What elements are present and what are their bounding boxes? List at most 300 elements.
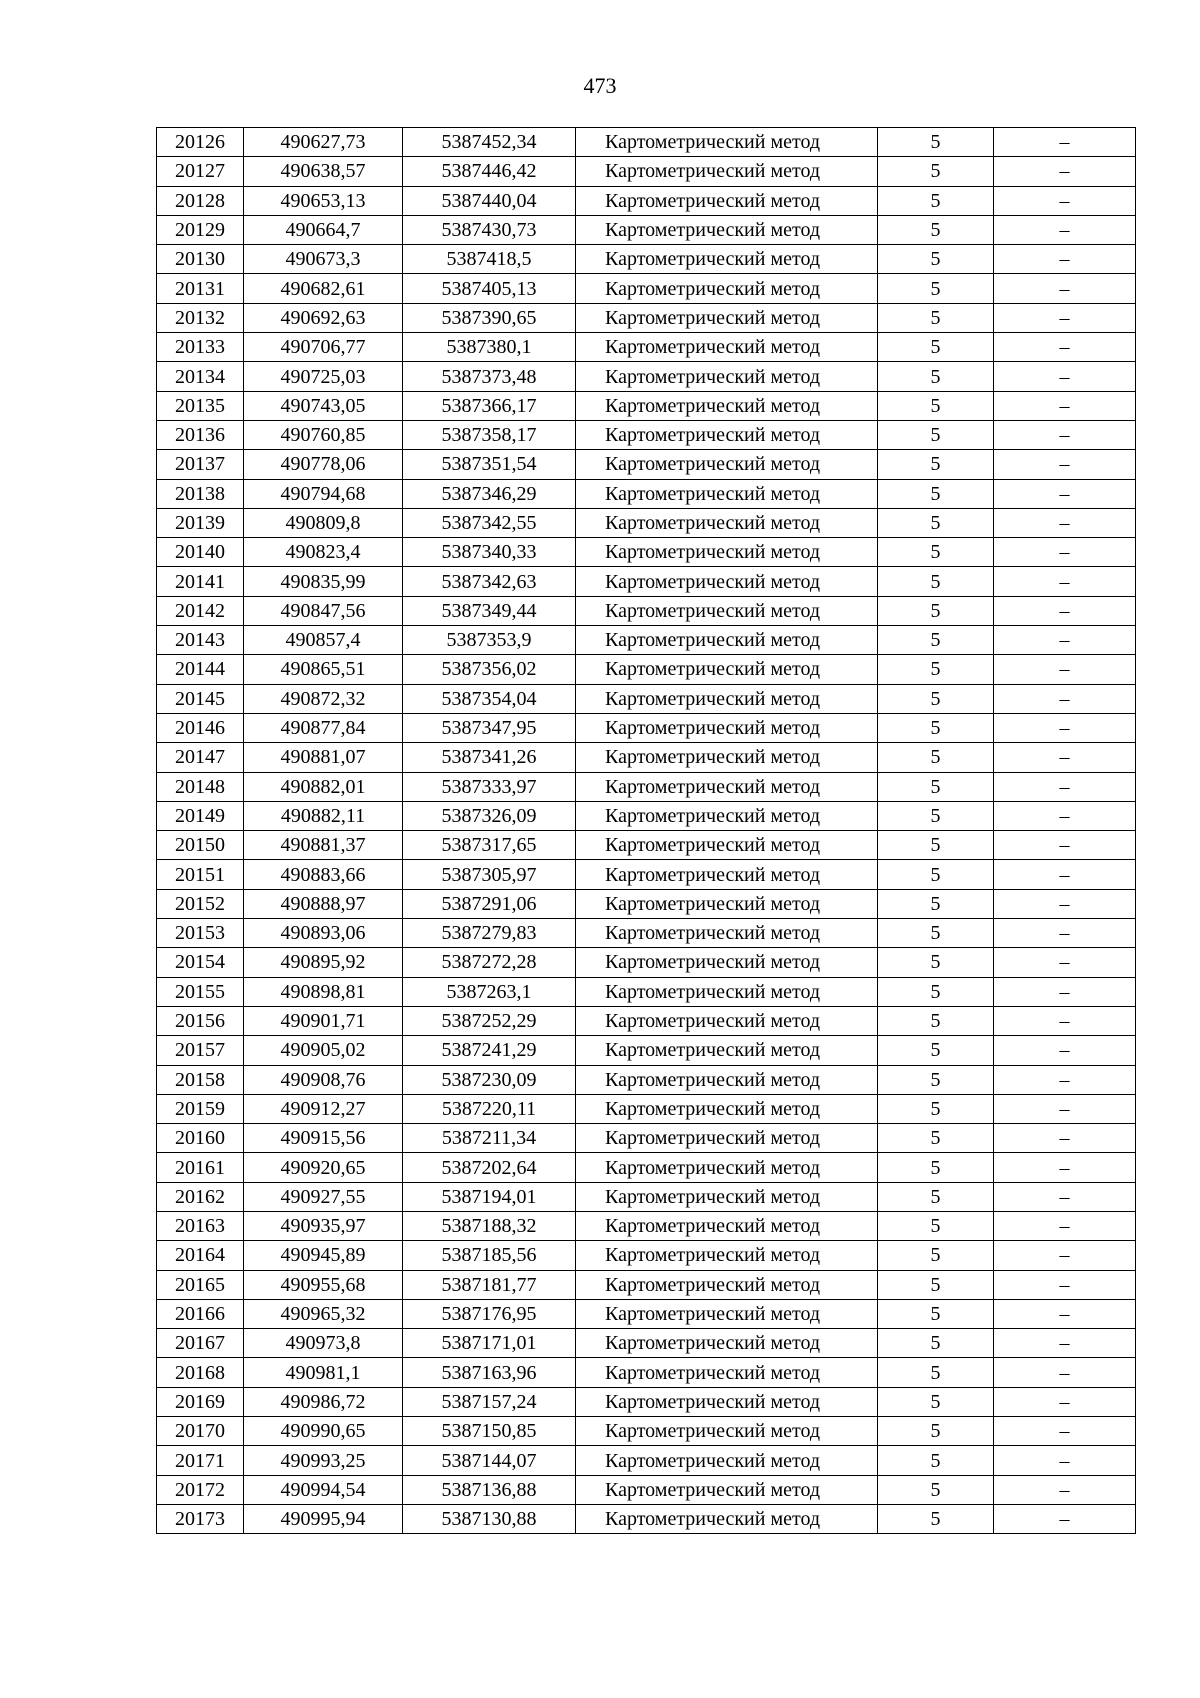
note-cell: – [994,420,1136,449]
table-row [157,713,1136,742]
note-cell: – [994,1446,1136,1475]
y-coordinate-cell: 5387136,88 [403,1475,576,1504]
note-cell: – [994,1211,1136,1240]
point-id-cell: 20127 [157,157,244,186]
accuracy-cell: 5 [878,450,994,479]
accuracy-cell: 5 [878,948,994,977]
point-id-cell: 20170 [157,1417,244,1446]
x-coordinate-cell: 490955,68 [244,1270,403,1299]
x-coordinate-cell: 490664,7 [244,215,403,244]
table-row [157,538,1136,567]
note-cell: – [994,186,1136,215]
x-coordinate-cell: 490898,81 [244,977,403,1006]
accuracy-cell: 5 [878,274,994,303]
y-coordinate-cell: 5387181,77 [403,1270,576,1299]
note-cell: – [994,684,1136,713]
table-row [157,333,1136,362]
table-row [157,1417,1136,1446]
accuracy-cell: 5 [878,1006,994,1035]
x-coordinate-cell: 490882,01 [244,772,403,801]
accuracy-cell: 5 [878,1358,994,1387]
x-coordinate-cell: 490706,77 [244,333,403,362]
accuracy-cell: 5 [878,1387,994,1416]
y-coordinate-cell: 5387211,34 [403,1124,576,1153]
y-coordinate-cell: 5387279,83 [403,919,576,948]
table-row [157,1036,1136,1065]
accuracy-cell: 5 [878,391,994,420]
method-cell: Картометрический метод [576,567,878,596]
method-cell: Картометрический метод [576,186,878,215]
note-cell: – [994,128,1136,157]
point-id-cell: 20141 [157,567,244,596]
method-cell: Картометрический метод [576,333,878,362]
method-cell: Картометрический метод [576,655,878,684]
accuracy-cell: 5 [878,1329,994,1358]
method-cell: Картометрический метод [576,1211,878,1240]
point-id-cell: 20131 [157,274,244,303]
x-coordinate-cell: 490945,89 [244,1241,403,1270]
point-id-cell: 20144 [157,655,244,684]
method-cell: Картометрический метод [576,362,878,391]
note-cell: – [994,1241,1136,1270]
method-cell: Картометрический метод [576,1182,878,1211]
accuracy-cell: 5 [878,713,994,742]
x-coordinate-cell: 490905,02 [244,1036,403,1065]
accuracy-cell: 5 [878,245,994,274]
accuracy-cell: 5 [878,919,994,948]
x-coordinate-cell: 490809,8 [244,508,403,537]
y-coordinate-cell: 5387272,28 [403,948,576,977]
table-row [157,831,1136,860]
method-cell: Картометрический метод [576,1094,878,1123]
table-row [157,889,1136,918]
x-coordinate-cell: 490883,66 [244,860,403,889]
accuracy-cell: 5 [878,860,994,889]
note-cell: – [994,1358,1136,1387]
method-cell: Картометрический метод [576,1006,878,1035]
y-coordinate-cell: 5387452,34 [403,128,576,157]
table-row [157,215,1136,244]
x-coordinate-cell: 490920,65 [244,1153,403,1182]
page-number: 473 [583,73,617,98]
x-coordinate-cell: 490627,73 [244,128,403,157]
table-row [157,1006,1136,1035]
method-cell: Картометрический метод [576,1241,878,1270]
x-coordinate-cell: 490993,25 [244,1446,403,1475]
table-row [157,1124,1136,1153]
note-cell: – [994,1124,1136,1153]
point-id-cell: 20129 [157,215,244,244]
y-coordinate-cell: 5387188,32 [403,1211,576,1240]
note-cell: – [994,1065,1136,1094]
note-cell: – [994,772,1136,801]
note-cell: – [994,333,1136,362]
method-cell: Картометрический метод [576,1446,878,1475]
y-coordinate-cell: 5387171,01 [403,1329,576,1358]
y-coordinate-cell: 5387354,04 [403,684,576,713]
y-coordinate-cell: 5387150,85 [403,1417,576,1446]
point-id-cell: 20126 [157,128,244,157]
y-coordinate-cell: 5387176,95 [403,1299,576,1328]
x-coordinate-cell: 490857,4 [244,626,403,655]
point-id-cell: 20164 [157,1241,244,1270]
table-row [157,1387,1136,1416]
note-cell: – [994,1153,1136,1182]
point-id-cell: 20148 [157,772,244,801]
method-cell: Картометрический метод [576,303,878,332]
note-cell: – [994,831,1136,860]
x-coordinate-cell: 490901,71 [244,1006,403,1035]
table-row [157,684,1136,713]
table-row [157,186,1136,215]
y-coordinate-cell: 5387263,1 [403,977,576,1006]
y-coordinate-cell: 5387230,09 [403,1065,576,1094]
method-cell: Картометрический метод [576,1475,878,1504]
x-coordinate-cell: 490682,61 [244,274,403,303]
point-id-cell: 20168 [157,1358,244,1387]
method-cell: Картометрический метод [576,977,878,1006]
point-id-cell: 20147 [157,743,244,772]
method-cell: Картометрический метод [576,538,878,567]
note-cell: – [994,889,1136,918]
note-cell: – [994,626,1136,655]
note-cell: – [994,1417,1136,1446]
x-coordinate-cell: 490794,68 [244,479,403,508]
table-row [157,1094,1136,1123]
y-coordinate-cell: 5387440,04 [403,186,576,215]
accuracy-cell: 5 [878,743,994,772]
x-coordinate-cell: 490995,94 [244,1504,403,1533]
y-coordinate-cell: 5387351,54 [403,450,576,479]
accuracy-cell: 5 [878,303,994,332]
table-row [157,977,1136,1006]
method-cell: Картометрический метод [576,919,878,948]
accuracy-cell: 5 [878,1211,994,1240]
table-row [157,1299,1136,1328]
y-coordinate-cell: 5387347,95 [403,713,576,742]
accuracy-cell: 5 [878,1270,994,1299]
x-coordinate-cell: 490743,05 [244,391,403,420]
method-cell: Картометрический метод [576,1270,878,1299]
method-cell: Картометрический метод [576,713,878,742]
method-cell: Картометрический метод [576,479,878,508]
point-id-cell: 20139 [157,508,244,537]
x-coordinate-cell: 490725,03 [244,362,403,391]
table-row [157,391,1136,420]
accuracy-cell: 5 [878,1065,994,1094]
accuracy-cell: 5 [878,128,994,157]
point-id-cell: 20172 [157,1475,244,1504]
accuracy-cell: 5 [878,538,994,567]
table-row [157,772,1136,801]
x-coordinate-cell: 490973,8 [244,1329,403,1358]
table-row [157,1329,1136,1358]
y-coordinate-cell: 5387340,33 [403,538,576,567]
accuracy-cell: 5 [878,479,994,508]
accuracy-cell: 5 [878,157,994,186]
y-coordinate-cell: 5387333,97 [403,772,576,801]
accuracy-cell: 5 [878,1446,994,1475]
table-row [157,743,1136,772]
method-cell: Картометрический метод [576,684,878,713]
point-id-cell: 20134 [157,362,244,391]
y-coordinate-cell: 5387202,64 [403,1153,576,1182]
table-row [157,860,1136,889]
accuracy-cell: 5 [878,333,994,362]
point-id-cell: 20156 [157,1006,244,1035]
x-coordinate-cell: 490872,32 [244,684,403,713]
y-coordinate-cell: 5387356,02 [403,655,576,684]
x-coordinate-cell: 490877,84 [244,713,403,742]
x-coordinate-cell: 490935,97 [244,1211,403,1240]
x-coordinate-cell: 490981,1 [244,1358,403,1387]
y-coordinate-cell: 5387163,96 [403,1358,576,1387]
point-id-cell: 20154 [157,948,244,977]
accuracy-cell: 5 [878,186,994,215]
note-cell: – [994,362,1136,391]
note-cell: – [994,1329,1136,1358]
note-cell: – [994,1504,1136,1533]
point-id-cell: 20162 [157,1182,244,1211]
x-coordinate-cell: 490908,76 [244,1065,403,1094]
method-cell: Картометрический метод [576,743,878,772]
accuracy-cell: 5 [878,772,994,801]
point-id-cell: 20167 [157,1329,244,1358]
method-cell: Картометрический метод [576,889,878,918]
point-id-cell: 20142 [157,596,244,625]
point-id-cell: 20165 [157,1270,244,1299]
method-cell: Картометрический метод [576,508,878,537]
y-coordinate-cell: 5387342,63 [403,567,576,596]
point-id-cell: 20146 [157,713,244,742]
note-cell: – [994,919,1136,948]
x-coordinate-cell: 490881,07 [244,743,403,772]
table-row [157,1358,1136,1387]
method-cell: Картометрический метод [576,128,878,157]
method-cell: Картометрический метод [576,1065,878,1094]
y-coordinate-cell: 5387157,24 [403,1387,576,1416]
x-coordinate-cell: 490760,85 [244,420,403,449]
method-cell: Картометрический метод [576,948,878,977]
method-cell: Картометрический метод [576,1329,878,1358]
point-id-cell: 20140 [157,538,244,567]
method-cell: Картометрический метод [576,245,878,274]
accuracy-cell: 5 [878,1417,994,1446]
point-id-cell: 20150 [157,831,244,860]
x-coordinate-cell: 490895,92 [244,948,403,977]
accuracy-cell: 5 [878,1504,994,1533]
note-cell: – [994,1475,1136,1504]
note-cell: – [994,1270,1136,1299]
accuracy-cell: 5 [878,1299,994,1328]
accuracy-cell: 5 [878,1036,994,1065]
note-cell: – [994,1094,1136,1123]
y-coordinate-cell: 5387390,65 [403,303,576,332]
y-coordinate-cell: 5387418,5 [403,245,576,274]
method-cell: Картометрический метод [576,274,878,303]
accuracy-cell: 5 [878,801,994,830]
x-coordinate-cell: 490881,37 [244,831,403,860]
x-coordinate-cell: 490915,56 [244,1124,403,1153]
point-id-cell: 20171 [157,1446,244,1475]
x-coordinate-cell: 490823,4 [244,538,403,567]
method-cell: Картометрический метод [576,596,878,625]
note-cell: – [994,303,1136,332]
note-cell: – [994,245,1136,274]
x-coordinate-cell: 490994,54 [244,1475,403,1504]
method-cell: Картометрический метод [576,450,878,479]
table-row [157,948,1136,977]
method-cell: Картометрический метод [576,1153,878,1182]
point-id-cell: 20143 [157,626,244,655]
note-cell: – [994,508,1136,537]
note-cell: – [994,743,1136,772]
method-cell: Картометрический метод [576,831,878,860]
table-row [157,1182,1136,1211]
x-coordinate-cell: 490986,72 [244,1387,403,1416]
accuracy-cell: 5 [878,567,994,596]
note-cell: – [994,860,1136,889]
method-cell: Картометрический метод [576,801,878,830]
table-row [157,801,1136,830]
method-cell: Картометрический метод [576,1417,878,1446]
point-id-cell: 20136 [157,420,244,449]
table-row [157,157,1136,186]
y-coordinate-cell: 5387366,17 [403,391,576,420]
x-coordinate-cell: 490692,63 [244,303,403,332]
table-row [157,362,1136,391]
y-coordinate-cell: 5387326,09 [403,801,576,830]
table-row [157,508,1136,537]
note-cell: – [994,1036,1136,1065]
accuracy-cell: 5 [878,1475,994,1504]
accuracy-cell: 5 [878,420,994,449]
accuracy-cell: 5 [878,1094,994,1123]
note-cell: – [994,215,1136,244]
table-row [157,1446,1136,1475]
y-coordinate-cell: 5387220,11 [403,1094,576,1123]
y-coordinate-cell: 5387346,29 [403,479,576,508]
accuracy-cell: 5 [878,362,994,391]
point-id-cell: 20133 [157,333,244,362]
y-coordinate-cell: 5387430,73 [403,215,576,244]
table-row [157,450,1136,479]
note-cell: – [994,977,1136,1006]
y-coordinate-cell: 5387353,9 [403,626,576,655]
note-cell: – [994,450,1136,479]
table-row [157,1475,1136,1504]
table-row [157,919,1136,948]
method-cell: Картометрический метод [576,420,878,449]
accuracy-cell: 5 [878,1241,994,1270]
accuracy-cell: 5 [878,596,994,625]
accuracy-cell: 5 [878,1124,994,1153]
x-coordinate-cell: 490882,11 [244,801,403,830]
point-id-cell: 20158 [157,1065,244,1094]
point-id-cell: 20137 [157,450,244,479]
x-coordinate-cell: 490990,65 [244,1417,403,1446]
y-coordinate-cell: 5387194,01 [403,1182,576,1211]
point-id-cell: 20163 [157,1211,244,1240]
point-id-cell: 20157 [157,1036,244,1065]
point-id-cell: 20166 [157,1299,244,1328]
accuracy-cell: 5 [878,831,994,860]
note-cell: – [994,1299,1136,1328]
x-coordinate-cell: 490893,06 [244,919,403,948]
x-coordinate-cell: 490965,32 [244,1299,403,1328]
table-row [157,1241,1136,1270]
note-cell: – [994,479,1136,508]
y-coordinate-cell: 5387317,65 [403,831,576,860]
point-id-cell: 20149 [157,801,244,830]
note-cell: – [994,157,1136,186]
table-row [157,626,1136,655]
y-coordinate-cell: 5387185,56 [403,1241,576,1270]
table-row [157,1504,1136,1533]
y-coordinate-cell: 5387241,29 [403,1036,576,1065]
x-coordinate-cell: 490865,51 [244,655,403,684]
method-cell: Картометрический метод [576,157,878,186]
method-cell: Картометрический метод [576,772,878,801]
table-row [157,1270,1136,1299]
method-cell: Картометрический метод [576,1299,878,1328]
point-id-cell: 20159 [157,1094,244,1123]
point-id-cell: 20138 [157,479,244,508]
x-coordinate-cell: 490888,97 [244,889,403,918]
table-row [157,596,1136,625]
note-cell: – [994,713,1136,742]
note-cell: – [994,538,1136,567]
method-cell: Картометрический метод [576,215,878,244]
table-row [157,1211,1136,1240]
accuracy-cell: 5 [878,977,994,1006]
y-coordinate-cell: 5387305,97 [403,860,576,889]
y-coordinate-cell: 5387405,13 [403,274,576,303]
method-cell: Картометрический метод [576,1358,878,1387]
method-cell: Картометрический метод [576,1036,878,1065]
point-id-cell: 20151 [157,860,244,889]
y-coordinate-cell: 5387291,06 [403,889,576,918]
y-coordinate-cell: 5387130,88 [403,1504,576,1533]
table-row [157,1153,1136,1182]
x-coordinate-cell: 490673,3 [244,245,403,274]
x-coordinate-cell: 490912,27 [244,1094,403,1123]
x-coordinate-cell: 490778,06 [244,450,403,479]
note-cell: – [994,1182,1136,1211]
table-row [157,1065,1136,1094]
accuracy-cell: 5 [878,215,994,244]
note-cell: – [994,567,1136,596]
point-id-cell: 20135 [157,391,244,420]
method-cell: Картометрический метод [576,1387,878,1416]
accuracy-cell: 5 [878,1182,994,1211]
note-cell: – [994,801,1136,830]
table-row [157,567,1136,596]
accuracy-cell: 5 [878,889,994,918]
note-cell: – [994,391,1136,420]
x-coordinate-cell: 490927,55 [244,1182,403,1211]
method-cell: Картометрический метод [576,626,878,655]
x-coordinate-cell: 490653,13 [244,186,403,215]
note-cell: – [994,948,1136,977]
accuracy-cell: 5 [878,655,994,684]
y-coordinate-cell: 5387358,17 [403,420,576,449]
y-coordinate-cell: 5387349,44 [403,596,576,625]
y-coordinate-cell: 5387380,1 [403,333,576,362]
coordinates-table [156,127,1136,1534]
method-cell: Картометрический метод [576,860,878,889]
coordinates-table-body [157,128,1136,1534]
